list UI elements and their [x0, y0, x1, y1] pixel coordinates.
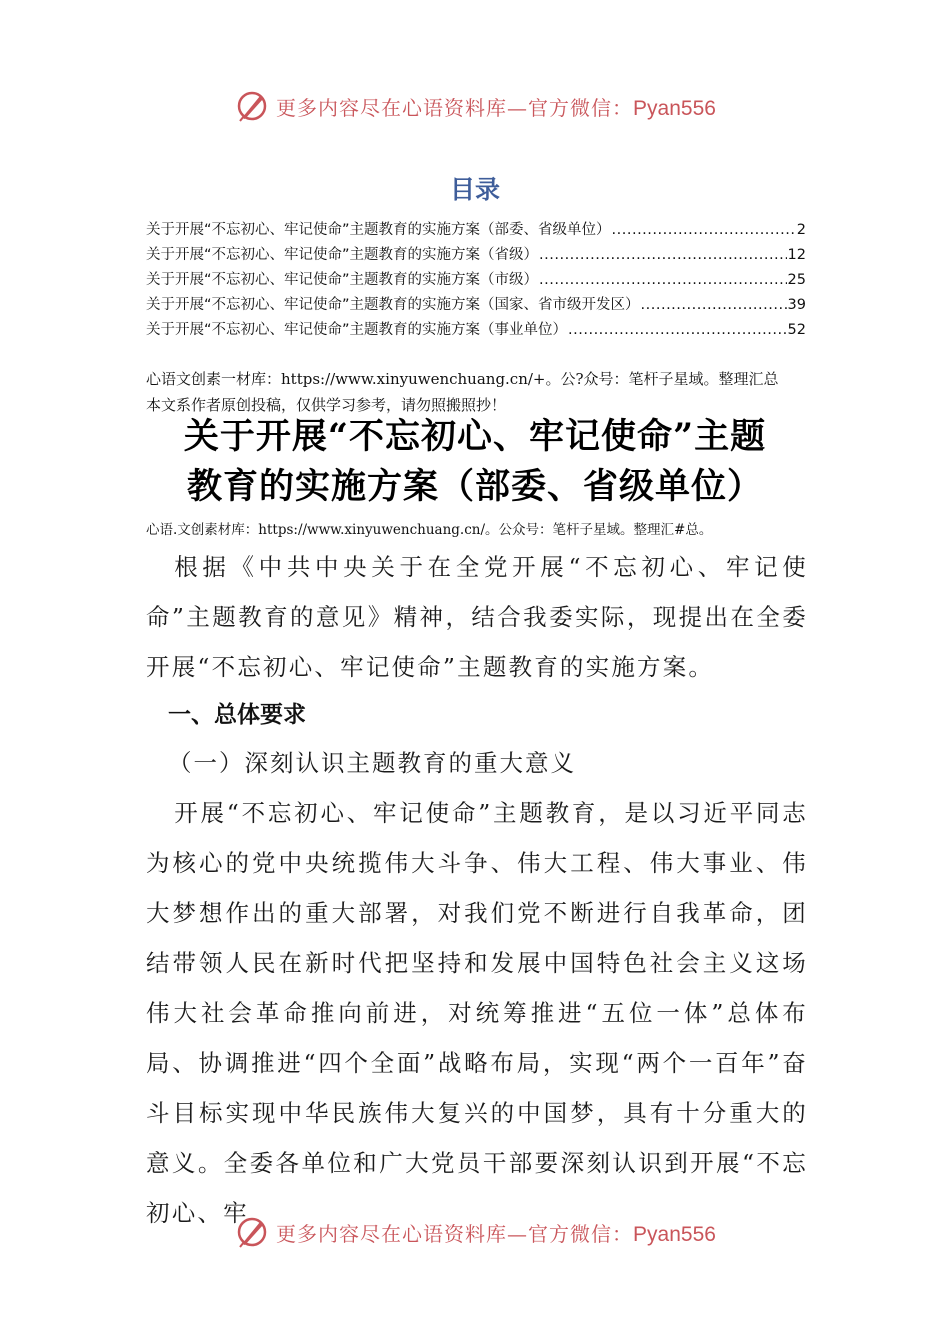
toc-entry-page: 25	[787, 272, 806, 288]
toc-leader-dots	[568, 322, 787, 338]
banner-text: 更多内容尽在心语资料库—官方微信：	[276, 1221, 634, 1246]
footer-banner	[0, 1212, 950, 1252]
toc-entry-label: 关于开展“不忘初心、牢记使命”主题教育的实施方案（省级）	[146, 247, 539, 263]
document-title	[0, 412, 950, 512]
toc-leader-dots	[539, 247, 787, 263]
toc-entry-label: 关于开展“不忘初心、牢记使命”主题教育的实施方案（部委、省级单位）	[146, 222, 611, 238]
toc-entry-label: 关于开展“不忘初心、牢记使命”主题教育的实施方案（市级）	[146, 272, 539, 288]
banner-text: 更多内容尽在心语资料库—官方微信：	[276, 95, 634, 120]
toc-entry[interactable]	[146, 293, 806, 318]
toc-entry[interactable]	[146, 318, 806, 343]
source-note: 心语文创素一材库：https://www.xinyuwenchuang.cn/+。公?众号：笔杆子星域。整理汇总	[146, 370, 779, 388]
source-note: 心语.文创素材库：https://www.xinyuwenchuang.cn/。公众号：笔杆子星域。整理汇#总。	[146, 522, 713, 538]
toc-leader-dots	[641, 297, 787, 313]
toc-entry-label: 关于开展“不忘初心、牢记使命”主题教育的实施方案（事业单位）	[146, 322, 568, 338]
banner-wechat-id: Pyan556	[633, 96, 716, 120]
copyright-note: 本文系作者原创投稿，仅供学习参考，请勿照搬照抄！	[146, 396, 507, 414]
toc-entry[interactable]	[146, 243, 806, 268]
toc-entry[interactable]	[146, 218, 806, 243]
intro-paragraph: 根据《中共中央关于在全党开展“不忘初心、牢记使命”主题教育的意见》精神，结合我委实际，现提出在全委开展“不忘初心、牢记使命”主题教育的实施方案。	[146, 553, 808, 681]
toc-title: 目录	[449, 175, 500, 204]
document-title-line: 教育的实施方案（部委、省级单位）	[186, 466, 763, 507]
toc-entry-page: 2	[796, 222, 806, 238]
toc-entry-page: 39	[787, 297, 806, 313]
quill-pen-logo-icon	[234, 1214, 270, 1250]
document-body	[146, 542, 808, 1238]
toc-entry-page: 12	[787, 247, 806, 263]
header-banner	[0, 86, 950, 126]
quill-pen-logo-icon	[234, 88, 270, 124]
banner-wechat-id: Pyan556	[633, 1222, 716, 1246]
toc-entry[interactable]	[146, 268, 806, 293]
body-paragraph: 开展“不忘初心、牢记使命”主题教育，是以习近平同志为核心的党中央统揽伟大斗争、伟大工程、伟大事业、伟大梦想作出的重大部署，对我们党不断进行自我革命，团结带领人民在新时代把坚持和发展中国特色社会主义这场伟大社会革命推向前进，对统筹推进“五位一体”总体布局、协调推进“四个全面”战略布局，实现“两个一百年”奋斗目标实现中华民族伟大复兴的中国梦，具有十分重大的意义。全委各单位和广大党员干部要深刻认识到开展“不忘初心、牢	[146, 799, 808, 1227]
document-title-line: 关于开展“不忘初心、牢记使命”主题	[183, 416, 767, 457]
toc-leader-dots	[539, 272, 787, 288]
toc-entry-label: 关于开展“不忘初心、牢记使命”主题教育的实施方案（国家、省市级开发区）	[146, 297, 640, 313]
toc-entry-page: 52	[787, 322, 806, 338]
section-heading: 一、总体要求	[168, 702, 306, 728]
subsection-heading: （一）深刻认识主题教育的重大意义	[168, 749, 576, 777]
table-of-contents	[146, 218, 806, 343]
toc-leader-dots	[612, 222, 796, 238]
